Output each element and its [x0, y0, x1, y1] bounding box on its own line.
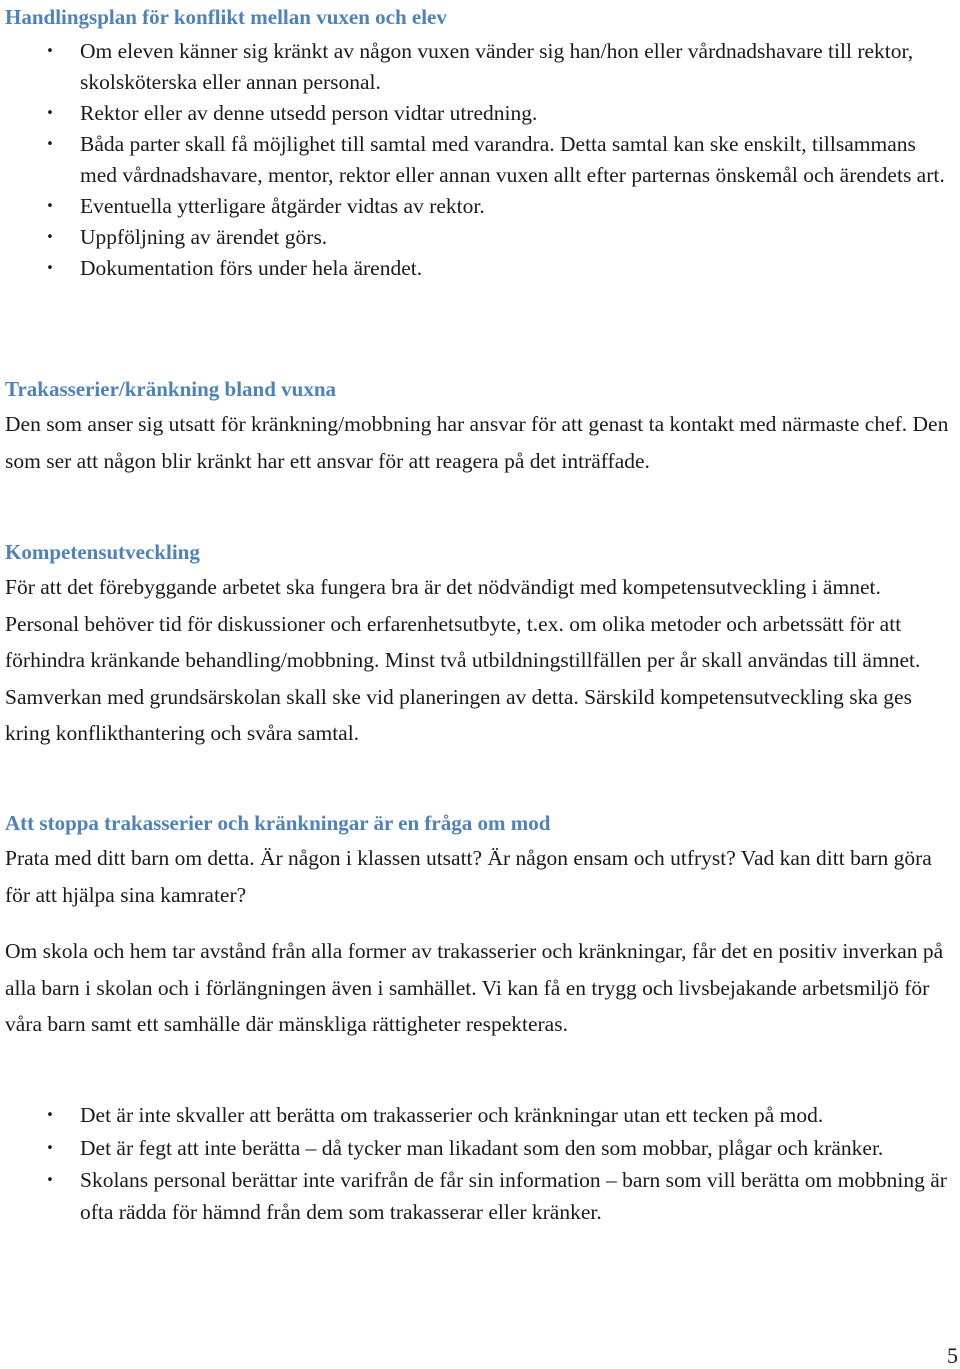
list-item — [0, 1100, 952, 1132]
bullet-icon: • — [46, 1140, 54, 1156]
courage-bullet-list — [0, 1100, 952, 1228]
bullet-icon: • — [46, 199, 54, 214]
competence-paragraph: För att det förebyggande arbetet ska fungera bra är det nödvändigt med kompetensutveckling i ämnet. Personal behöver tid för diskussioner och erfarenhetsutbyte, t.ex. om olika metoder och arbetssätt för att förhindra kränkande behandling/mobbning. Minst två utbildningstillfällen per år skall användas till ämnet. Samverkan med grundsärskolan skall ske vid planeringen av detta. Särskild kompetensutveckling ska ges kring konflikthantering och svåra samtal. — [5, 575, 921, 745]
section-heading-conflict: Handlingsplan för konflikt mellan vuxen och elev — [5, 5, 447, 29]
section-heading-courage: Att stoppa trakasserier och kränkningar är en fråga om mod — [5, 811, 551, 835]
courage-paragraph-2: Om skola och hem tar avstånd från alla former av trakasserier och kränkningar, får det en positiv inverkan på alla barn i skolan och i förlängningen även i samhället. Vi kan få en trygg och livsbejakande arbetsmiljö för våra barn samt ett samhälle där mänskliga rättigheter respekteras. — [5, 939, 944, 1036]
list-item — [0, 191, 952, 222]
list-item-text: Det är inte skvaller att berätta om trakasserier och kränkningar utan ett tecken på mod. — [80, 1103, 824, 1127]
list-item — [0, 36, 952, 98]
bullet-icon: • — [46, 230, 54, 245]
bullet-icon: • — [46, 1173, 54, 1188]
bullet-icon: • — [46, 1108, 54, 1123]
section-heading-adults: Trakasserier/kränkning bland vuxna — [5, 377, 337, 401]
courage-paragraph-1: Prata med ditt barn om detta. Är någon i klassen utsatt? Är någon ensam och utfryst? Vad kan ditt barn göra för att hjälpa sina kamrater? — [5, 846, 932, 907]
list-item-text: Om eleven känner sig kränkt av någon vuxen vänder sig han/hon eller vårdnadshavare till rektor, skolsköterska eller annan personal. — [80, 39, 914, 94]
bullet-icon: • — [46, 44, 54, 59]
list-item-text: Båda parter skall få möjlighet till samtal med varandra. Detta samtal kan ske enskilt, tillsammans med vårdnadshavare, mentor, rektor eller annan vuxen allt efter parternas önskemål och ärendets art. — [80, 132, 945, 187]
list-item-text: Uppföljning av ärendet görs. — [80, 225, 328, 249]
bullet-icon: • — [46, 106, 54, 121]
section-heading-competence: Kompetensutveckling — [5, 540, 200, 564]
list-item — [0, 253, 952, 284]
bullet-icon: • — [46, 261, 54, 276]
adults-paragraph: Den som anser sig utsatt för kränkning/mobbning har ansvar för att genast ta kontakt med närmaste chef. Den som ser att någon blir kränkt har ett ansvar för att reagera på det inträffade. — [5, 412, 949, 473]
list-item — [0, 129, 952, 191]
list-item-text: Eventuella ytterligare åtgärder vidtas av rektor. — [80, 194, 485, 218]
list-item — [0, 222, 952, 253]
conflict-action-list — [0, 36, 952, 284]
list-item — [0, 98, 952, 129]
list-item-text: Skolans personal berättar inte varifrån de får sin information – barn som vill berätta om mobbning är ofta rädda för hämnd från dem som trakasserar eller kränker. — [80, 1168, 947, 1224]
list-item — [0, 1133, 952, 1165]
bullet-icon: • — [46, 137, 54, 152]
list-item-text: Det är fegt att inte berätta – då tycker man likadant som den som mobbar, plågar och kränker. — [80, 1135, 884, 1160]
list-item-text: Dokumentation förs under hela ärendet. — [80, 256, 423, 280]
page-number: 5 — [947, 1343, 958, 1368]
list-item — [0, 1165, 952, 1228]
list-item-text: Rektor eller av denne utsedd person vidtar utredning. — [80, 101, 538, 125]
